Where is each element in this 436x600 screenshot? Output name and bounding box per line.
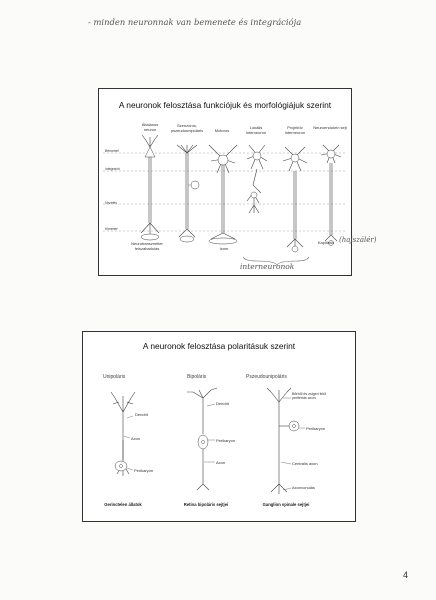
caption-bipolar: Retina bipoláris sejtjei <box>183 502 229 507</box>
pseudo-label-perikaryon: Perikaryon <box>306 426 326 431</box>
unipolar-label-dendrite: Dendrit <box>135 412 148 417</box>
column-motor-neuron: Motoros <box>214 128 230 133</box>
projection-interneuron-drawing <box>283 147 307 252</box>
slide-functional-morphology <box>98 88 352 276</box>
pseudounipolar-neuron-drawing <box>267 388 305 494</box>
column-local-interneuron: Lokális interneuron <box>245 125 267 135</box>
section-bipolar: Bipoláris <box>187 374 207 380</box>
row-label-output: Kimenet <box>105 227 118 231</box>
section-unipolar: Unipoláris <box>103 374 126 380</box>
bipolar-label-axon: Axon <box>216 460 226 465</box>
handwritten-note-capillary: (hajszálér) <box>339 236 377 244</box>
row-label-integration: Integráció <box>105 167 120 171</box>
label-capillary: Kapilláris <box>317 240 335 245</box>
label-muscle: Izom <box>219 246 229 251</box>
pseudo-label-peripheral-axon: Bőrből és zsigeri felül perifériás axon <box>292 392 327 400</box>
row-label-input: Bemenet <box>105 149 119 153</box>
pseudo-label-central-axon: Centrális axon <box>292 461 318 466</box>
motor-neuron-drawing <box>209 145 237 244</box>
column-general-neuron: Általános neuron <box>141 122 159 132</box>
row-label-conduction: Vezetés <box>105 201 118 205</box>
slide-polarity <box>82 331 356 522</box>
bipolar-label-dendrite: Dendrit <box>216 401 229 406</box>
caption-unipolar: Gerinctelen állatok <box>104 502 142 507</box>
bipolar-label-perikaryon: Perikaryon <box>216 438 236 443</box>
handwritten-note-top: - minden neuronnak van bemenete és integrációja <box>88 17 302 27</box>
slide-2-title: A neuronok felosztása polaritásuk szerint <box>142 341 296 351</box>
section-pseudounipolar: Pszeudounipoláris <box>246 374 287 380</box>
handwritten-note-interneurons: interneuronok <box>240 262 295 271</box>
slide-1-title: A neuronok felosztása funkciójuk és morfológiájuk szerint <box>118 100 332 110</box>
label-neurotransmitter-release: Neurotranszmitter felszabadulás <box>131 241 163 251</box>
unipolar-label-axon: Axon <box>131 436 141 441</box>
pseudo-label-axon-branching: Axonvonulás <box>292 485 315 490</box>
column-projection-interneuron: Projektív interneuron <box>284 125 306 135</box>
column-neuroendocrine-cell: Neuroendokrin sejt <box>313 125 347 130</box>
sensory-neuron-drawing <box>177 145 199 242</box>
bipolar-neuron-drawing <box>187 388 217 490</box>
page-number: 4 <box>403 570 409 580</box>
unipolar-neuron-drawing <box>111 392 135 476</box>
column-sensory-neuron: Szenzoros, pszeudounipoláris <box>170 123 204 133</box>
neuroendocrine-cell-drawing <box>321 145 341 246</box>
local-interneuron-drawing <box>247 145 267 213</box>
general-neuron-drawing <box>141 135 159 240</box>
caption-pseudounipolar: Ganglion spinale sejtjei <box>262 502 310 507</box>
unipolar-label-perikaryon: Perikaryon <box>134 468 154 473</box>
